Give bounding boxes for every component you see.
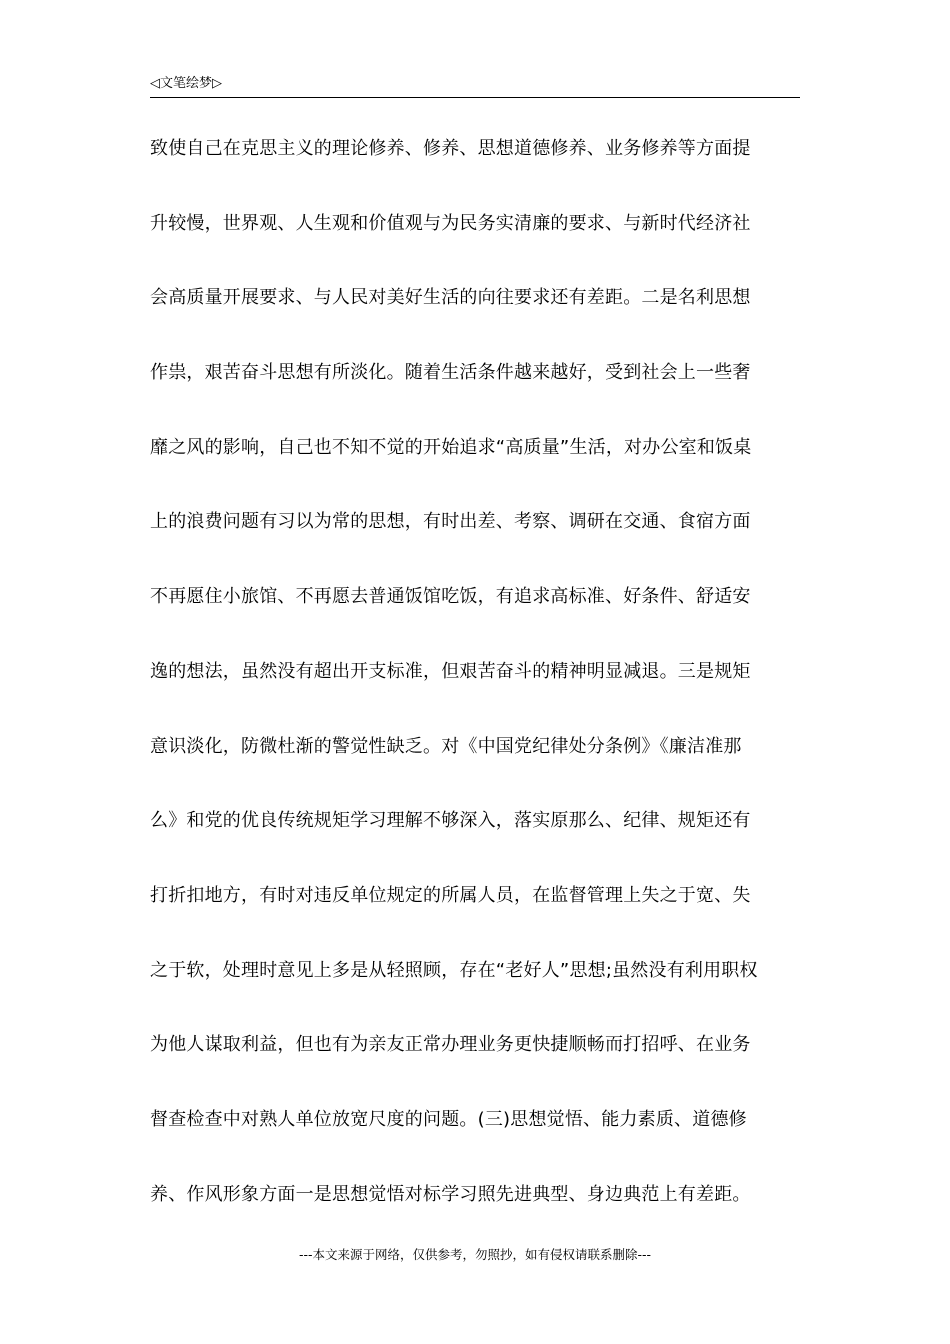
text-line: 之于软，处理时意见上多是从轻照顾，存在“老好人”思想;虽然没有利用职权 (150, 959, 758, 981)
body-text (150, 134, 810, 1254)
text-line: 逸的想法，虽然没有超出开支标准，但艰苦奋斗的精神明显减退。三是规矩 (150, 660, 751, 682)
text-line: 致使自己在克思主义的理论修养、修养、思想道德修养、业务修养等方面提 (150, 138, 751, 159)
page-header: ◁文笔绘梦▷ (150, 76, 222, 91)
text-line: 养、作风形象方面一是思想觉悟对标学习照先进典型、身边典范上有差距。 (150, 1183, 751, 1205)
text-line: 意识淡化，防微杜渐的警觉性缺乏。对《中国党纪律处分条例》《廉洁准那 (150, 735, 742, 757)
text-line: 督查检查中对熟人单位放宽尺度的问题。(三)思想觉悟、能力素质、道德修 (150, 1108, 747, 1130)
text-line: 靡之风的影响，自己也不知不觉的开始追求“高质量”生活，对办公室和饭桌 (150, 436, 752, 458)
text-line: 么》和党的优良传统规矩学习理解不够深入，落实原那么、纪律、规矩还有 (150, 810, 751, 832)
text-line: 上的浪费问题有习以为常的思想，有时出差、考察、调研在交通、食宿方面 (150, 511, 751, 533)
text-line: 升较慢，世界观、人生观和价值观与为民务实清廉的要求、与新时代经济社 (150, 212, 751, 234)
text-line: 不再愿住小旅馆、不再愿去普通饭馆吃饭，有追求高标准、好条件、舒适安 (150, 586, 751, 608)
header-divider (150, 97, 800, 98)
text-line: 作祟，艰苦奋斗思想有所淡化。随着生活条件越来越好，受到社会上一些奢 (150, 362, 751, 384)
text-line: 会高质量开展要求、与人民对美好生活的向往要求还有差距。二是名利思想 (150, 287, 751, 309)
text-line: 打折扣地方，有时对违反单位规定的所属人员，在监督管理上失之于宽、失 (150, 884, 751, 906)
page-footer: ---本文来源于网络，仅供参考，勿照抄，如有侵权请联系删除--- (298, 1247, 652, 1262)
text-line: 为他人谋取利益，但也有为亲友正常办理业务更快捷顺畅而打招呼、在业务 (150, 1034, 751, 1056)
